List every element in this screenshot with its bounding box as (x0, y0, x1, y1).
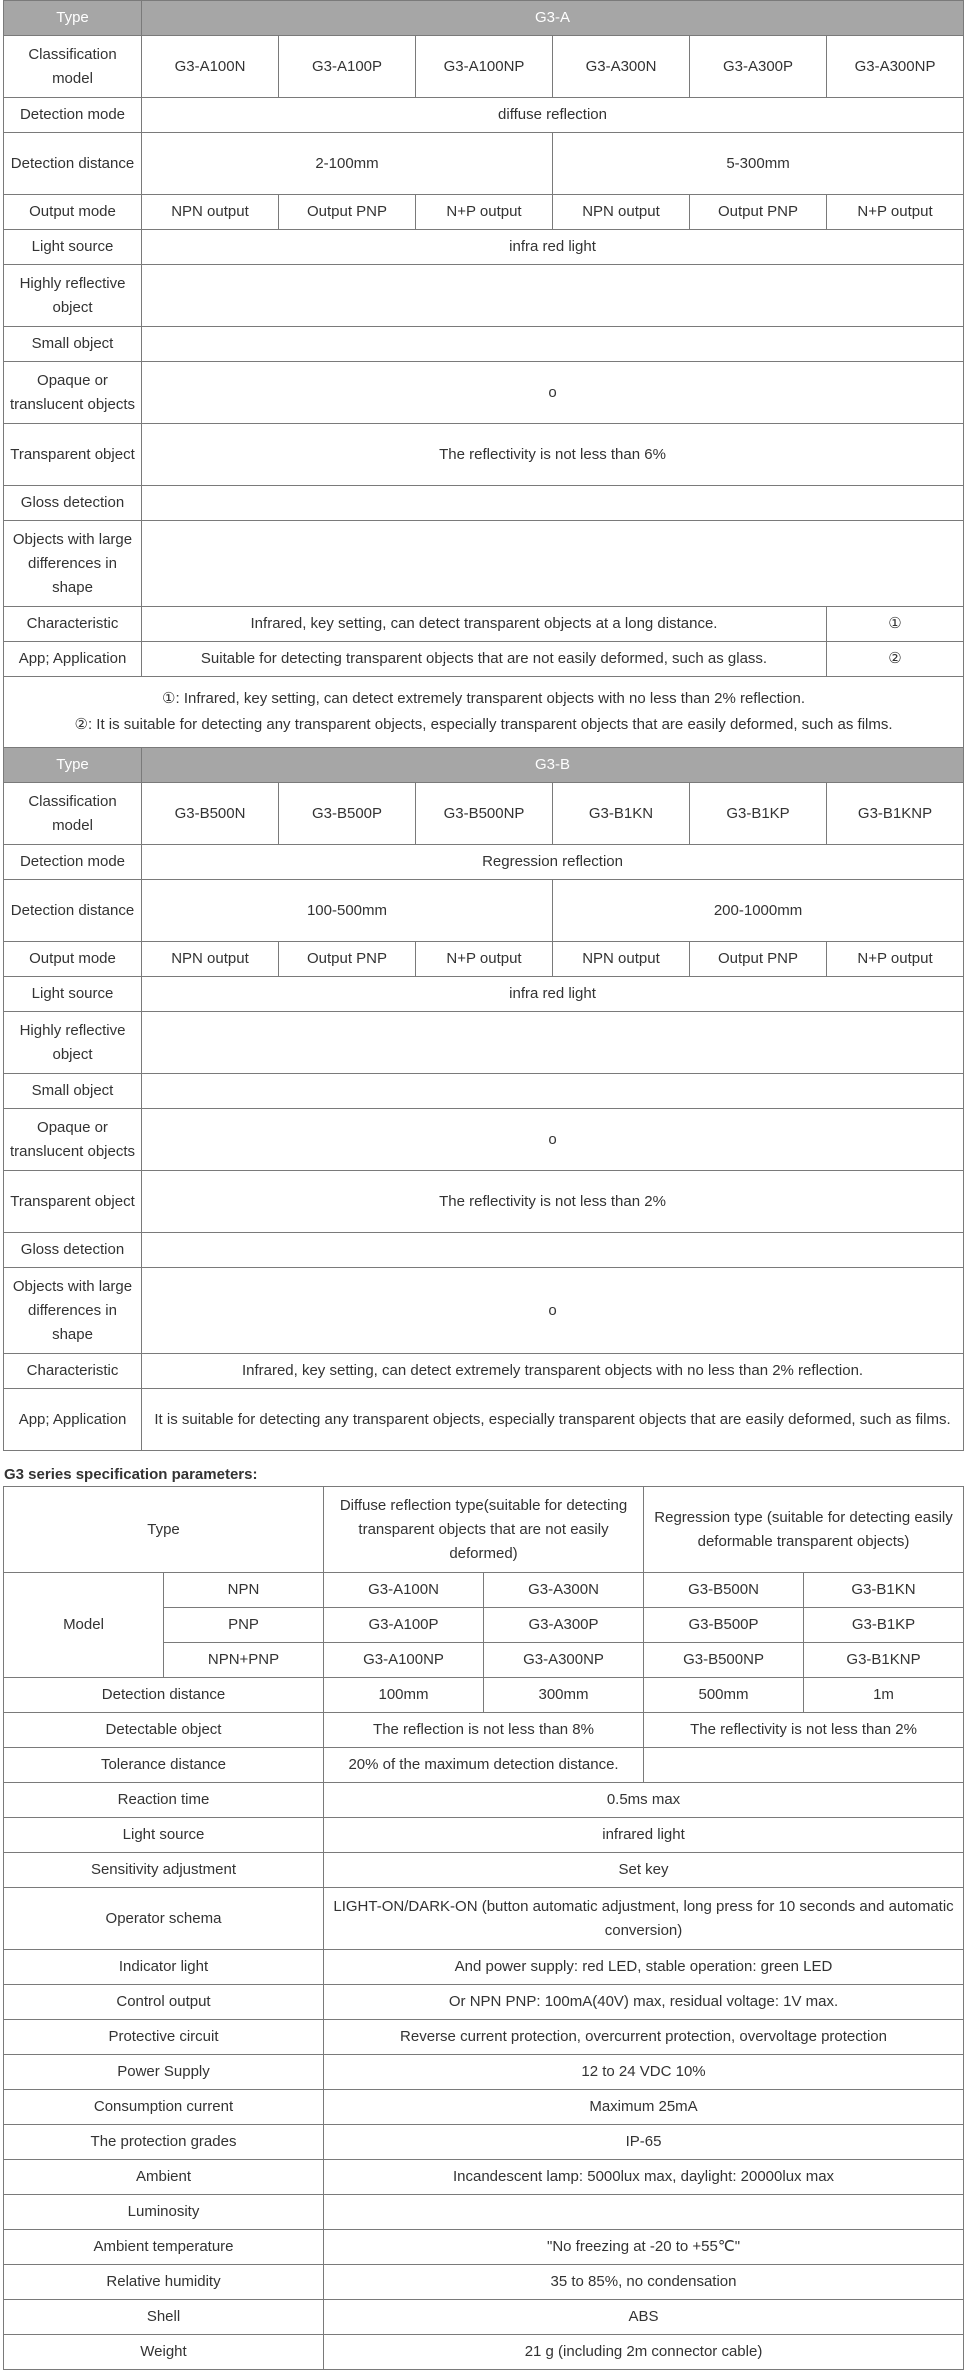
spec-row (4, 2020, 964, 2055)
distance-cell: 500mm (644, 1678, 804, 1713)
spec-label: Consumption current (4, 2090, 324, 2125)
spec-value: infrared light (324, 1818, 964, 1853)
model-cell: G3-A100N (324, 1573, 484, 1608)
g3b-output-row (4, 942, 964, 977)
model-type-label: NPN+PNP (164, 1643, 324, 1678)
model-cell: G3-A100N (142, 36, 279, 98)
row-label: App; Application (4, 642, 142, 677)
row-label: Output mode (4, 195, 142, 230)
output-cell: N+P output (416, 195, 553, 230)
spec-label: Luminosity (4, 2195, 324, 2230)
footnotes (4, 677, 964, 748)
spec-label: Detectable object (4, 1713, 324, 1748)
g3b-header-row (4, 748, 964, 783)
row-label: Detection mode (4, 98, 142, 133)
spec-distance-row (4, 1678, 964, 1713)
row-label: Opaque or translucent objects (4, 1109, 142, 1171)
row-label: Light source (4, 977, 142, 1012)
model-cell: G3-A300N (484, 1573, 644, 1608)
model-cell: G3-B1KNP (804, 1643, 964, 1678)
row-label: Transparent object (4, 424, 142, 486)
spec-value: 21 g (including 2m connector cable) (324, 2335, 964, 2370)
model-cell: G3-A300P (690, 36, 827, 98)
row-label: Small object (4, 327, 142, 362)
empty-value (142, 327, 964, 362)
g3b-small-object-row (4, 1074, 964, 1109)
distance-cell: 1m (804, 1678, 964, 1713)
empty-value (142, 1074, 964, 1109)
transparent-value: The reflectivity is not less than 6% (142, 424, 964, 486)
type-header: Type (4, 748, 142, 783)
model-cell: G3-B1KN (553, 783, 690, 845)
large-diff-value: o (142, 1268, 964, 1354)
empty-value (142, 1012, 964, 1074)
row-label: Transparent object (4, 1171, 142, 1233)
g3a-series-title: G3-A (142, 1, 964, 36)
g3a-output-row (4, 195, 964, 230)
spec-label: Indicator light (4, 1950, 324, 1985)
empty-value (142, 265, 964, 327)
row-label: Gloss detection (4, 1233, 142, 1268)
g3-spec-table (3, 1486, 964, 2370)
spec-value: 0.5ms max (324, 1783, 964, 1818)
g3b-series-title: G3-B (142, 748, 964, 783)
output-cell: NPN output (553, 942, 690, 977)
spec-row (4, 2125, 964, 2160)
characteristic-value: Infrared, key setting, can detect transparent objects at a long distance. (142, 607, 827, 642)
application-value: It is suitable for detecting any transparent objects, especially transparent objects that are easily deformed, such as films. (142, 1389, 964, 1451)
row-label: Highly reflective object (4, 1012, 142, 1074)
model-cell: G3-B500NP (644, 1643, 804, 1678)
spec-value: 12 to 24 VDC 10% (324, 2055, 964, 2090)
g3a-characteristic-row (4, 607, 964, 642)
detection-mode-value: Regression reflection (142, 845, 964, 880)
application-value: Suitable for detecting transparent objects that are not easily deformed, such as glass. (142, 642, 827, 677)
empty-value (142, 1233, 964, 1268)
g3b-light-row (4, 977, 964, 1012)
footnote-2: ②: It is suitable for detecting any transparent objects, especially transparent objects that are easily deformed, such as films. (74, 716, 893, 733)
spec-model-row (4, 1573, 964, 1608)
output-cell: Output PNP (690, 942, 827, 977)
row-label: Light source (4, 230, 142, 265)
spec-label: Light source (4, 1818, 324, 1853)
model-cell: G3-B500NP (416, 783, 553, 845)
detection-mode-value: diffuse reflection (142, 98, 964, 133)
row-label: Gloss detection (4, 486, 142, 521)
output-cell: Output PNP (279, 942, 416, 977)
output-cell: Output PNP (690, 195, 827, 230)
model-cell: G3-B500N (142, 783, 279, 845)
row-label: Characteristic (4, 607, 142, 642)
empty-value (142, 521, 964, 607)
spec-label: Protective circuit (4, 2020, 324, 2055)
model-cell: G3-A300NP (827, 36, 964, 98)
spec-label: Ambient temperature (4, 2230, 324, 2265)
spec-value: LIGHT-ON/DARK-ON (button automatic adjustment, long press for 10 seconds and automatic conversion) (324, 1888, 964, 1950)
g3a-highly-reflective-row (4, 265, 964, 327)
spec-section-title: G3 series specification parameters: (4, 1466, 258, 1483)
model-cell: G3-A100NP (324, 1643, 484, 1678)
row-label: Classification model (4, 783, 142, 845)
model-cell: G3-B1KP (804, 1608, 964, 1643)
spec-value: Or NPN PNP: 100mA(40V) max, residual voltage: 1V max. (324, 1985, 964, 2020)
model-cell: G3-A300NP (484, 1643, 644, 1678)
spec-label: Ambient (4, 2160, 324, 2195)
model-cell: G3-B500N (644, 1573, 804, 1608)
row-label: Objects with large differences in shape (4, 521, 142, 607)
spec-row (4, 2335, 964, 2370)
g3a-notes-row (4, 677, 964, 748)
g3a-distance-row (4, 133, 964, 195)
regression-type-header: Regression type (suitable for detecting easily deformable transparent objects) (644, 1487, 964, 1573)
distance-cell: 100mm (324, 1678, 484, 1713)
spec-row (4, 2195, 964, 2230)
spec-label: Relative humidity (4, 2265, 324, 2300)
spec-row (4, 2055, 964, 2090)
model-cell: G3-A100NP (416, 36, 553, 98)
g3b-characteristic-row (4, 1354, 964, 1389)
distance-value: 2-100mm (142, 133, 553, 195)
spec-row (4, 1985, 964, 2020)
spec-label: Weight (4, 2335, 324, 2370)
row-label: Small object (4, 1074, 142, 1109)
row-label: Classification model (4, 36, 142, 98)
spec-row (4, 1888, 964, 1950)
distance-value: 100-500mm (142, 880, 553, 942)
model-cell: G3-A300N (553, 36, 690, 98)
spec-type-label: Type (4, 1487, 324, 1573)
row-label: Detection mode (4, 845, 142, 880)
output-cell: NPN output (142, 942, 279, 977)
g3a-light-row (4, 230, 964, 265)
distance-value: 200-1000mm (553, 880, 964, 942)
transparent-value: The reflectivity is not less than 2% (142, 1171, 964, 1233)
model-cell: G3-A300P (484, 1608, 644, 1643)
distance-cell: 300mm (484, 1678, 644, 1713)
g3b-highly-reflective-row (4, 1012, 964, 1074)
g3a-large-diff-row (4, 521, 964, 607)
footnote-1: ①: Infrared, key setting, can detect extremely transparent objects with no less than 2% reflection. (162, 690, 805, 707)
row-label: Characteristic (4, 1354, 142, 1389)
g3b-transparent-row (4, 1171, 964, 1233)
g3a-model-row (4, 36, 964, 98)
light-value: infra red light (142, 230, 964, 265)
spec-label: Power Supply (4, 2055, 324, 2090)
g3b-opaque-row (4, 1109, 964, 1171)
spec-row (4, 2160, 964, 2195)
spec-label: The protection grades (4, 2125, 324, 2160)
row-label: Detection distance (4, 133, 142, 195)
output-cell: N+P output (827, 942, 964, 977)
model-cell: G3-B1KNP (827, 783, 964, 845)
g3a-small-object-row (4, 327, 964, 362)
spec-value: IP-65 (324, 2125, 964, 2160)
g3a-transparent-row (4, 424, 964, 486)
spec-row (4, 2300, 964, 2335)
g3-product-table (3, 0, 964, 1451)
spec-row (4, 2230, 964, 2265)
model-cell: G3-A100P (279, 36, 416, 98)
output-cell: NPN output (142, 195, 279, 230)
spec-row (4, 1950, 964, 1985)
spec-row (4, 1818, 964, 1853)
g3b-large-diff-row (4, 1268, 964, 1354)
detectable-diffuse: The reflection is not less than 8% (324, 1713, 644, 1748)
spec-value: 35 to 85%, no condensation (324, 2265, 964, 2300)
g3a-header-row (4, 1, 964, 36)
g3b-gloss-row (4, 1233, 964, 1268)
spec-detectable-row (4, 1713, 964, 1748)
g3b-distance-row (4, 880, 964, 942)
characteristic-mark: ① (827, 607, 964, 642)
row-label: Highly reflective object (4, 265, 142, 327)
model-cell: G3-A100P (324, 1608, 484, 1643)
empty-value (142, 486, 964, 521)
output-cell: Output PNP (279, 195, 416, 230)
row-label: Output mode (4, 942, 142, 977)
g3b-application-row (4, 1389, 964, 1451)
spec-tolerance-row (4, 1748, 964, 1783)
spec-value: Incandescent lamp: 5000lux max, daylight: 20000lux max (324, 2160, 964, 2195)
spec-label: Reaction time (4, 1783, 324, 1818)
g3b-model-row (4, 783, 964, 845)
opaque-value: o (142, 1109, 964, 1171)
spec-label: Shell (4, 2300, 324, 2335)
output-cell: NPN output (553, 195, 690, 230)
row-label: App; Application (4, 1389, 142, 1451)
model-type-label: NPN (164, 1573, 324, 1608)
g3a-gloss-row (4, 486, 964, 521)
model-cell: G3-B500P (644, 1608, 804, 1643)
diffuse-type-header: Diffuse reflection type(suitable for detecting transparent objects that are not easily deformed) (324, 1487, 644, 1573)
spec-value: "No freezing at -20 to +55℃" (324, 2230, 964, 2265)
g3a-opaque-row (4, 362, 964, 424)
row-label: Objects with large differences in shape (4, 1268, 142, 1354)
model-cell: G3-B500P (279, 783, 416, 845)
spec-label: Tolerance distance (4, 1748, 324, 1783)
output-cell: N+P output (827, 195, 964, 230)
row-label: Detection distance (4, 880, 142, 942)
spec-label: Sensitivity adjustment (4, 1853, 324, 1888)
spec-value: And power supply: red LED, stable operation: green LED (324, 1950, 964, 1985)
opaque-value: o (142, 362, 964, 424)
application-mark: ② (827, 642, 964, 677)
spec-value: Reverse current protection, overcurrent protection, overvoltage protection (324, 2020, 964, 2055)
empty-value (644, 1748, 964, 1783)
spec-row (4, 1853, 964, 1888)
spec-value: Set key (324, 1853, 964, 1888)
detectable-regression: The reflectivity is not less than 2% (644, 1713, 964, 1748)
g3b-detection-mode-row (4, 845, 964, 880)
tolerance-value: 20% of the maximum detection distance. (324, 1748, 644, 1783)
g3a-detection-mode-row (4, 98, 964, 133)
distance-value: 5-300mm (553, 133, 964, 195)
g3a-application-row (4, 642, 964, 677)
spec-label: Detection distance (4, 1678, 324, 1713)
spec-value (324, 2195, 964, 2230)
model-type-label: PNP (164, 1608, 324, 1643)
spec-value: Maximum 25mA (324, 2090, 964, 2125)
light-value: infra red light (142, 977, 964, 1012)
spec-label: Control output (4, 1985, 324, 2020)
spec-value: ABS (324, 2300, 964, 2335)
row-label: Opaque or translucent objects (4, 362, 142, 424)
model-cell: G3-B1KP (690, 783, 827, 845)
spec-row (4, 1783, 964, 1818)
spec-model-label: Model (4, 1573, 164, 1678)
spec-type-row (4, 1487, 964, 1573)
spec-row (4, 2265, 964, 2300)
spec-row (4, 2090, 964, 2125)
characteristic-value: Infrared, key setting, can detect extremely transparent objects with no less than 2% reflection. (142, 1354, 964, 1389)
type-header: Type (4, 1, 142, 36)
output-cell: N+P output (416, 942, 553, 977)
model-cell: G3-B1KN (804, 1573, 964, 1608)
spec-label: Operator schema (4, 1888, 324, 1950)
